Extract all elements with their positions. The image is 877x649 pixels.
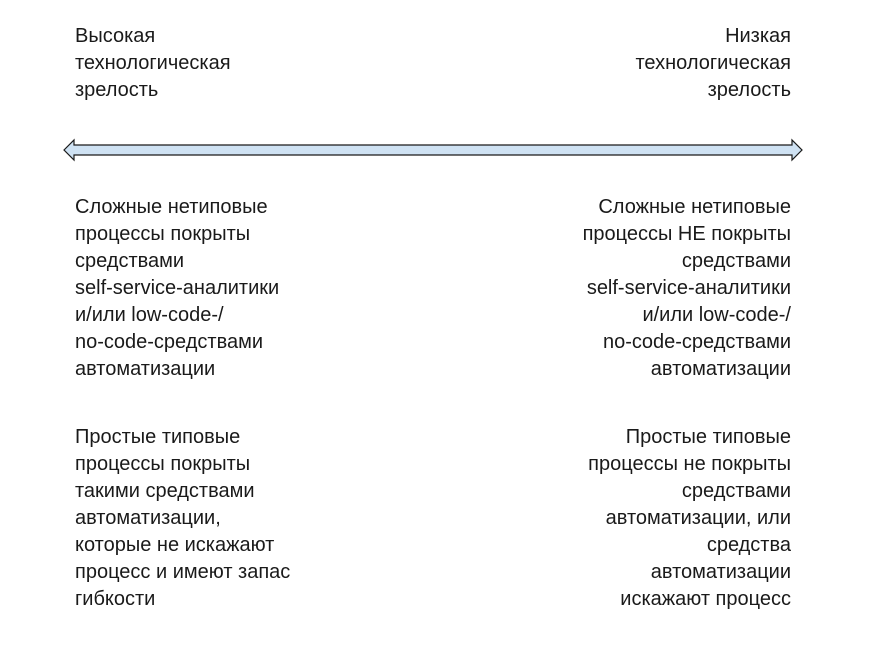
high-maturity-complex-processes: Сложные нетиповые процессы покрыты средствами self-service-аналитики и/или low-code-/ no-code-средствами автоматизации (75, 196, 280, 380)
low-maturity-complex-processes: Сложные нетиповые процессы НЕ покрыты средствами self-service-аналитики и/или low-code-/ no-code-средствами автоматизации (582, 196, 791, 380)
high-maturity-simple-processes: Простые типовые процессы покрыты такими средствами автоматизации, которые не искажают процесс и имеют запас гибкости (75, 426, 291, 610)
maturity-scale-arrow (64, 140, 802, 160)
high-maturity-heading: Высокая технологическая зрелость (75, 25, 231, 101)
low-maturity-heading: Низкая технологическая зрелость (635, 25, 791, 101)
double-headed-arrow-icon (60, 136, 806, 164)
low-maturity-simple-processes: Простые типовые процессы не покрыты средствами автоматизации, или средства автоматизации искажают процесс (588, 426, 791, 610)
